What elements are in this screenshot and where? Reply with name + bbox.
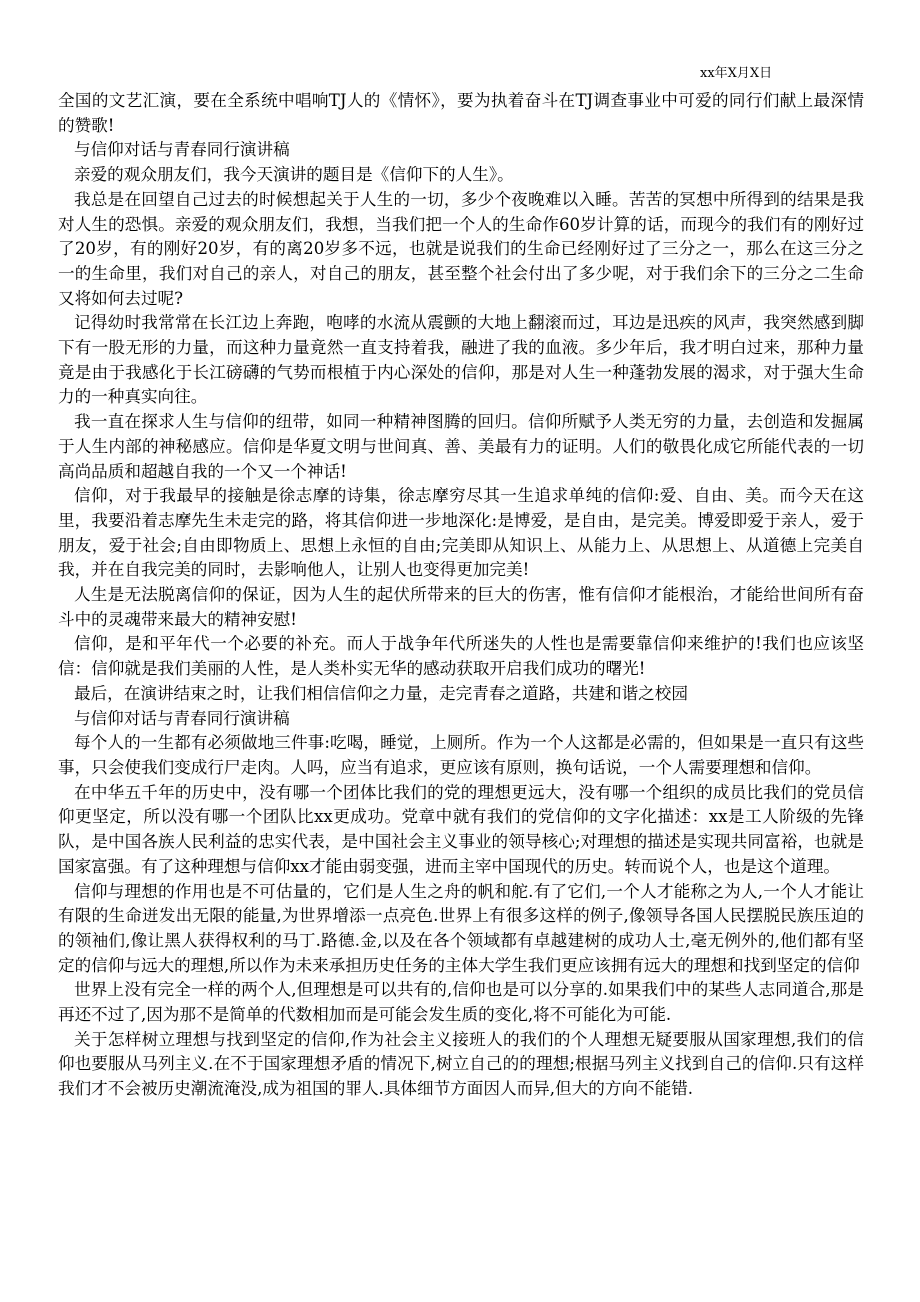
paragraph: 全国的文艺汇演，要在全系统中唱响TJ人的《情怀》，要为执着奋斗在TJ调查事业中可爱的同行们献上最深情的赞歌!: [58, 91, 864, 135]
document-body: [58, 89, 864, 1102]
paragraph: 人生是无法脱离信仰的保证，因为人生的起伏所带来的巨大的伤害，惟有信仰才能根治，才能给世间所有奋斗中的灵魂带来最大的精神安慰!: [58, 585, 864, 629]
section-title: 与信仰对话与青春同行演讲稿: [74, 708, 290, 728]
paragraph: 信仰，对于我最早的接触是徐志摩的诗集，徐志摩穷尽其一生追求单纯的信仰:爱、自由、美。而今天在这里，我要沿着志摩先生未走完的路，将其信仰进一步地深化:是博爱，是自由，是完美。博爱即爱于亲人，爱于朋友，爱于社会;自由即物质上、思想上永恒的自由;完美即从知识上、从能力上、从思想上、从道德上完美自我，并在自我完美的同时，去影响他人，让别人也变得更加完美!: [58, 486, 864, 580]
paragraph: 世界上没有完全一样的两个人,但理想是可以共有的,信仰也是可以分享的.如果我们中的某些人志同道合,那是再还不过了,因为那不是简单的代数相加而是可能会发生质的变化,将不可能化为可能.: [58, 980, 864, 1025]
paragraph: 我一直在探求人生与信仰的纽带，如同一种精神图腾的回归。信仰所赋予人类无穷的力量，去创造和发掘属于人生内部的神秘感应。信仰是华夏文明与世间真、善、美最有力的证明。人们的敬畏化成它所能代表的一切高尚品质和超越自我的一个又一个神话!: [58, 412, 864, 481]
paragraph: 信仰，是和平年代一个必要的补充。而人于战争年代所迷失的人性也是需要靠信仰来维护的!我们也应该坚信：信仰就是我们美丽的人性，是人类朴实无华的感动获取开启我们成功的曙光!: [58, 634, 864, 679]
paragraph: 关于怎样树立理想与找到坚定的信仰,作为社会主义接班人的我们的个人理想无疑要服从国家理想,我们的信仰也要服从马列主义.在不于国家理想矛盾的情况下,树立自己的的理想;根据马列主义找到自己的信仰.只有这样我们才不会被历史潮流淹没,成为祖国的罪人.具体细节方面因人而异,但大的方向不能错.: [58, 1029, 864, 1099]
paragraph: 记得幼时我常常在长江边上奔跑，咆哮的水流从震颤的大地上翻滚而过，耳边是迅疾的风声，我突然感到脚下有一股无形的力量，而这种力量竟然一直支持着我，融进了我的血液。多少年后，我才明白过来，那种力量竟是由于我感化于长江磅礴的气势而根植于内心深处的信仰，那是对人生一种蓬勃发展的渴求，对于强大生命力的一种真实向往。: [58, 313, 864, 407]
header-date: xx年X月X日: [700, 66, 773, 81]
paragraph: 我总是在回望自己过去的时候想起关于人生的一切，多少个夜晚难以入睡。苦苦的冥想中所得到的结果是我对人生的恐惧。亲爱的观众朋友们，我想，当我们把一个人的生命作60岁计算的话，而现今的我们有的刚好过了20岁，有的刚好20岁，有的离20岁多不远，也就是说我们的生命已经刚好过了三分之一，那么在这三分之一的生命里，我们对自己的亲人，对自己的朋友，甚至整个社会付出了多少呢，对于我们余下的三分之二生命又将如何去过呢?: [58, 189, 864, 308]
paragraph: 每个人的一生都有必须做地三件事:吃喝，睡觉，上厕所。作为一个人这都是必需的，但如果是一直只有这些事，只会使我们变成行尸走肉。人吗，应当有追求，更应该有原则，换句话说，一个人需要理想和信仰。: [58, 733, 864, 777]
section-title: 与信仰对话与青春同行演讲稿: [74, 140, 290, 160]
paragraph: 最后，在演讲结束之时，让我们相信信仰之力量，走完青春之道路，共建和谐之校园: [74, 683, 688, 703]
paragraph: 亲爱的观众朋友们，我今天演讲的题目是《信仰下的人生》。: [74, 165, 514, 185]
paragraph: 信仰与理想的作用也是不可估量的，它们是人生之舟的帆和舵.有了它们,一个人才能称之为人,一个人才能让有限的生命迸发出无限的能量,为世界增添一点亮色.世界上有很多这样的例子,像领导各国人民摆脱民族压迫的的领袖们,像让黑人获得权利的马丁.路德.金,以及在各个领域都有卓越建树的成功人士,毫无例外的,他们都有坚定的信仰与远大的理想,所以作为未来承担历史任务的主体大学生我们更应该拥有远大的理想和找到坚定的信仰: [58, 881, 864, 975]
paragraph: 在中华五千年的历史中，没有哪一个团体比我们的党的理想更远大，没有哪一个组织的成员比我们的党员信仰更坚定，所以没有哪一个团队比xx更成功。党章中就有我们的党信仰的文字化描述：xx是工人阶级的先锋队，是中国各族人民利益的忠实代表，是中国社会主义事业的领导核心;对理想的描述是实现共同富裕，也就是国家富强。有了这种理想与信仰xx才能由弱变强，进而主宰中国现代的历史。转而说个人，也是这个道理。: [58, 782, 864, 876]
